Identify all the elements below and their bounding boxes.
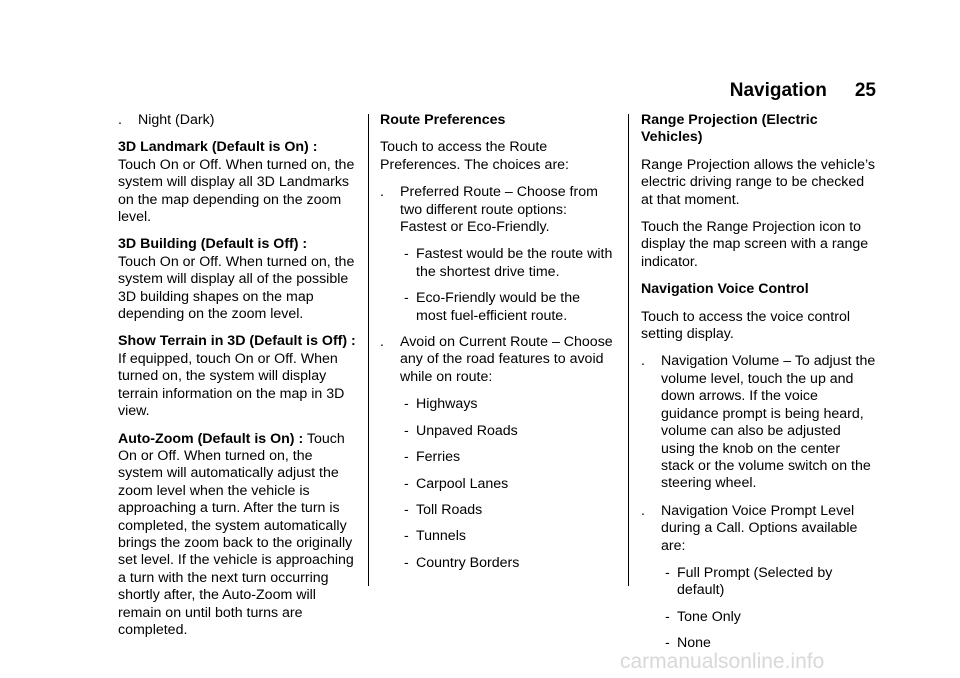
dash-mark: - [404, 449, 409, 466]
dash-mark: - [404, 396, 409, 413]
column-1 [118, 112, 356, 649]
setting-body: Touch On or Off. When turned on, the system will display all of the possible 3D building shapes on the map depending on the zoom level. [118, 253, 355, 323]
page-number: 25 [854, 80, 876, 101]
sub-list-item [380, 555, 614, 572]
paragraph [118, 139, 356, 226]
sub-list-item [380, 449, 614, 466]
section-heading: Range Projection (Electric Vehicles) [641, 112, 818, 146]
dash-mark: - [404, 475, 409, 492]
bullet-text: Navigation Voice Prompt Level during a Call. Options available are: [661, 502, 858, 554]
section-heading: Route Preferences [380, 112, 506, 128]
sub-text: Tone Only [677, 608, 741, 625]
list-item [118, 112, 356, 129]
sub-text: Eco-Friendly would be the most fuel-efficient route. [416, 290, 581, 324]
column-2 [380, 112, 614, 581]
paragraph: Touch to access the Route Preferences. The choices are: [380, 139, 570, 173]
sub-text: Fastest would be the route with the shortest drive time. [416, 246, 613, 280]
dash-mark: - [404, 554, 409, 571]
bullet-mark: . [118, 112, 122, 128]
list-item [380, 334, 614, 386]
sub-text: None [677, 635, 711, 652]
setting-body: Touch On or Off. When turned on, the system will display all 3D Landmarks on the map depending on the zoom level. [118, 156, 355, 226]
sub-list-item [641, 565, 877, 600]
sub-list-item [380, 528, 614, 545]
list-item [641, 353, 877, 492]
section-title: Navigation [729, 80, 827, 101]
bullet-text: Navigation Volume – To adjust the volume level, touch the up and down arrows. If the voice guidance prompt is being heard, volume can also be adjusted using the knob on the center stack or the volume switch on the steering wheel. [661, 353, 876, 492]
sub-text: Tunnels [416, 528, 466, 545]
page-header [730, 80, 876, 102]
dash-mark: - [404, 501, 409, 518]
paragraph [118, 431, 356, 640]
list-item [641, 503, 877, 555]
setting-title: Show Terrain in 3D (Default is Off) : [118, 333, 356, 350]
paragraph [118, 333, 356, 420]
sub-list-item [380, 476, 614, 493]
setting-title: 3D Landmark (Default is On) : [118, 139, 318, 156]
sub-text: Ferries [416, 449, 461, 466]
sub-list-item [380, 423, 614, 440]
bullet-text: Night (Dark) [138, 112, 215, 128]
bullet-mark: . [641, 353, 645, 370]
column-3 [641, 112, 877, 662]
sub-text: Full Prompt (Selected by default) [677, 564, 833, 599]
sub-text: Carpool Lanes [416, 475, 509, 492]
sub-list-item [641, 609, 877, 626]
setting-title: 3D Building (Default is Off) : [118, 236, 308, 253]
dash-mark: - [404, 422, 409, 439]
sub-list-item [380, 396, 614, 413]
paragraph: Touch to access the voice control setting display. [641, 308, 850, 343]
sub-list-item [380, 502, 614, 519]
paragraph: Touch the Range Projection icon to display the map screen with a range indicator. [641, 219, 869, 270]
column-divider-2 [628, 114, 629, 586]
sub-list-item [380, 290, 614, 325]
paragraph [118, 236, 356, 323]
sub-text: Unpaved Roads [416, 422, 518, 439]
bullet-text: Avoid on Current Route – Choose any of the road features to avoid while on route: [400, 334, 613, 385]
sub-text: Country Borders [416, 554, 520, 571]
watermark[interactable]: carmanualsonline.info [620, 650, 825, 673]
setting-body: Touch On or Off. When turned on, the system will automatically adjust the zoom level when the vehicle is approaching a turn. After the turn is completed, the system automatically brings the zoom back to the originally set level. If the vehicle is approaching a turn with the next turn occurring shortly after, the Auto-Zoom will remain on until both turns are completed. [118, 430, 354, 638]
list-item [380, 184, 614, 236]
column-divider-1 [368, 114, 369, 586]
bullet-text: Preferred Route – Choose from two different route options: Fastest or Eco-Friendly. [400, 184, 598, 236]
bullet-mark: . [641, 502, 645, 519]
sub-text: Toll Roads [416, 501, 483, 518]
sub-text: Highways [416, 396, 478, 413]
bullet-mark: . [380, 334, 384, 351]
dash-mark: - [665, 608, 670, 625]
sub-list-item [380, 246, 614, 281]
dash-mark: - [404, 528, 409, 545]
dash-mark: - [665, 635, 670, 652]
bullet-mark: . [380, 184, 384, 201]
setting-title: Auto-Zoom (Default is On) : [118, 430, 304, 447]
paragraph: Range Projection allows the vehicle’s electric driving range to be checked at that moment. [641, 156, 875, 208]
dash-mark: - [404, 290, 409, 307]
section-heading: Navigation Voice Control [641, 281, 809, 298]
setting-body: If equipped, touch On or Off. When turned on, the system will display terrain information on the map in 3D view. [118, 350, 345, 420]
dash-mark: - [665, 564, 670, 581]
dash-mark: - [404, 246, 409, 263]
